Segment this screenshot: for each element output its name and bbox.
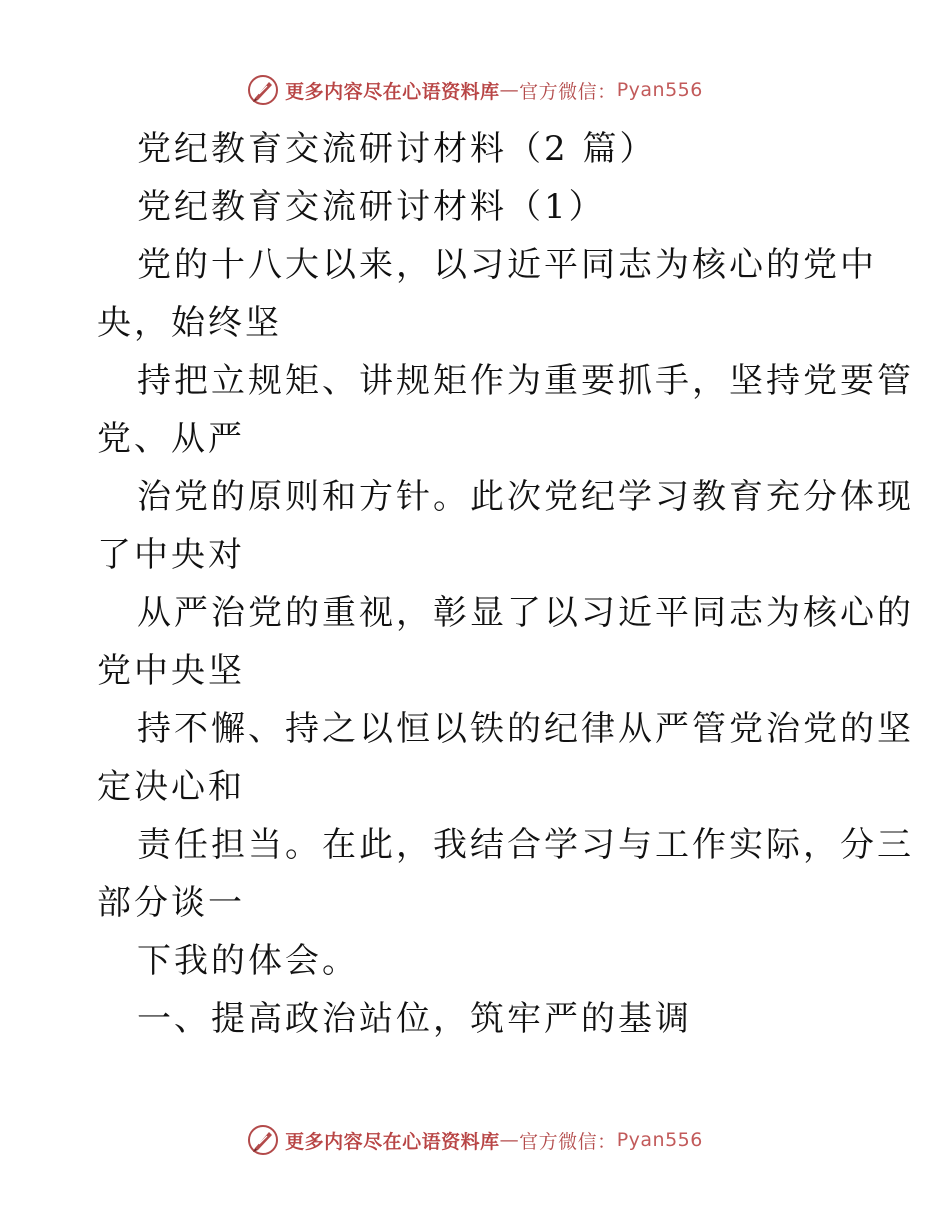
- footer-banner: [0, 1120, 950, 1160]
- banner-dash: —: [499, 1129, 520, 1151]
- paragraph-line: 党、从严: [97, 419, 245, 459]
- banner-main-text: 更多内容尽在心语资料库: [285, 1130, 500, 1153]
- header-banner: [0, 70, 950, 110]
- feather-pen-logo-icon: [247, 74, 279, 106]
- paragraph-line: 央，始终坚: [97, 303, 282, 343]
- banner-main-text: 更多内容尽在心语资料库: [285, 80, 500, 103]
- paragraph-line: 责任担当。在此，我结合学习与工作实际，分三: [137, 825, 914, 865]
- paragraph-line: 从严治党的重视，彰显了以习近平同志为核心的: [137, 593, 914, 633]
- feather-pen-logo-icon: [247, 1124, 279, 1156]
- paragraph-line: 下我的体会。: [137, 941, 359, 981]
- doc-subtitle: 党纪教育交流研讨材料（1）: [137, 187, 606, 227]
- doc-title: 党纪教育交流研讨材料（2 篇）: [137, 129, 657, 169]
- banner-dash: —: [499, 79, 520, 101]
- section-heading: 一、提高政治站位，筑牢严的基调: [137, 999, 692, 1039]
- paragraph-line: 持把立规矩、讲规矩作为重要抓手，坚持党要管: [137, 361, 914, 401]
- banner-wx-label: 官方微信：: [519, 1130, 617, 1153]
- paragraph-line: 党中央坚: [97, 651, 245, 691]
- banner-wx-id: Pyan556: [616, 1129, 703, 1151]
- paragraph-line: 治党的原则和方针。此次党纪学习教育充分体现: [137, 477, 914, 517]
- banner-wx-id: Pyan556: [616, 79, 703, 101]
- paragraph-line: 定决心和: [97, 767, 245, 807]
- paragraph-line: 部分谈一: [97, 883, 245, 923]
- paragraph-line: 持不懈、持之以恒以铁的纪律从严管党治党的坚: [137, 709, 914, 749]
- paragraph-line: 了中央对: [97, 535, 245, 575]
- paragraph-line: 党的十八大以来，以习近平同志为核心的党中: [137, 245, 877, 285]
- banner-wx-label: 官方微信：: [519, 80, 617, 103]
